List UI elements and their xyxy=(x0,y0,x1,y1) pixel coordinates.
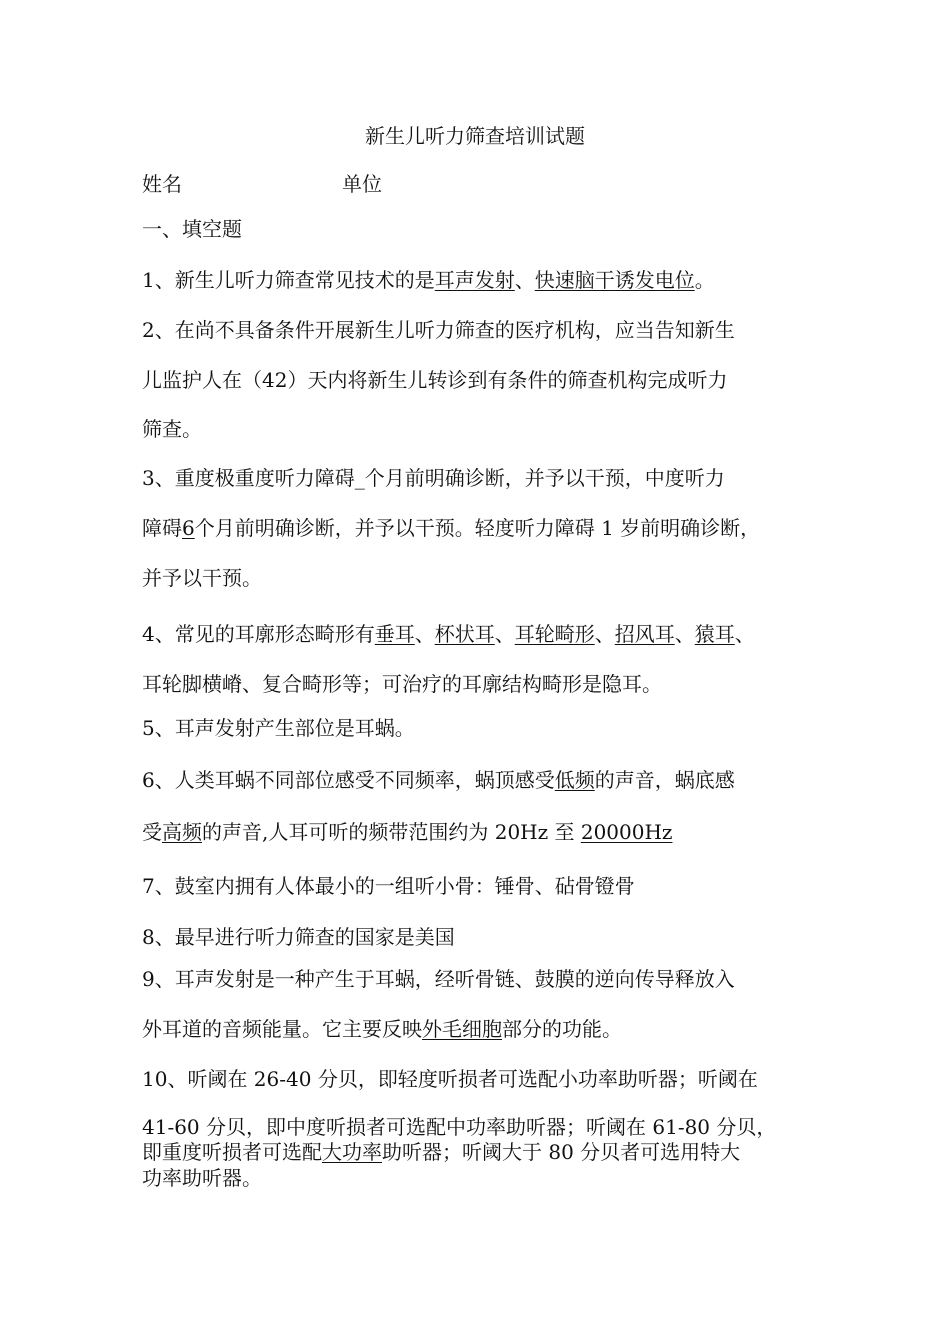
question-7: 7、鼓室内拥有人体最小的一组听小骨：锤骨、砧骨镫骨 xyxy=(142,874,635,898)
section-heading: 一、填空题 xyxy=(142,217,242,241)
question-3-line-2: 障碍6个月前明确诊断，并予以干预。轻度听力障碍 1 岁前明确诊断， xyxy=(142,516,761,540)
answer-blank: 大功率 xyxy=(322,1140,382,1164)
question-5: 5、耳声发射产生部位是耳蜗。 xyxy=(142,716,415,740)
answer-blank: 耳声发射 xyxy=(434,268,515,292)
question-3-line-1: 3、重度极重度听力障碍_个月前明确诊断，并予以干预，中度听力 xyxy=(142,466,725,490)
question-2-line-1: 2、在尚不具备条件开展新生儿听力筛查的医疗机构，应当告知新生 xyxy=(142,318,735,342)
answer-blank: 杯状耳 xyxy=(434,622,495,646)
answer-blank: 低频 xyxy=(554,768,595,792)
question-6-line-2: 受高频的声音,人耳可听的频带范围约为 20Hz 至 20000Hz xyxy=(142,820,673,844)
question-4-line-1: 4、常见的耳廓形态畸形有垂耳、杯状耳、耳轮畸形、招风耳、猿耳、 xyxy=(142,622,755,646)
question-10-line-2: 41-60 分贝，即中度听损者可选配中功率助听器；听阈在 61-80 分贝， xyxy=(142,1115,777,1139)
question-1: 1、新生儿听力筛查常见技术的是耳声发射、快速脑干诱发电位。 xyxy=(142,268,715,292)
answer-blank: 快速脑干诱发电位 xyxy=(534,268,695,292)
question-9-line-1: 9、耳声发射是一种产生于耳蜗，经听骨链、鼓膜的逆向传导释放入 xyxy=(142,967,735,991)
answer-blank: 外毛细胞 xyxy=(422,1017,502,1041)
answer-blank: 高频 xyxy=(162,820,202,844)
question-8: 8、最早进行听力筛查的国家是美国 xyxy=(142,925,455,949)
question-4-line-2: 耳轮脚横嵴、复合畸形等；可治疗的耳廓结构畸形是隐耳。 xyxy=(142,672,662,696)
question-10-line-1: 10、听阈在 26-40 分贝，即轻度听损者可选配小功率助听器；听阈在 xyxy=(142,1067,758,1091)
question-9-line-2: 外耳道的音频能量。它主要反映外毛细胞部分的功能。 xyxy=(142,1017,622,1041)
name-label: 姓名 xyxy=(142,172,182,196)
question-2-line-2: 儿监护人在（42）天内将新生儿转诊到有条件的筛查机构完成听力 xyxy=(142,368,728,392)
question-2-line-3: 筛查。 xyxy=(142,417,202,441)
answer-blank: 20000Hz xyxy=(580,820,673,844)
answer-blank: 垂耳 xyxy=(374,622,415,646)
question-10-line-3: 即重度听损者可选配大功率助听器；听阈大于 80 分贝者可选用特大 xyxy=(142,1140,741,1164)
answer-blank: 6 xyxy=(182,516,195,540)
question-10-line-4: 功率助听器。 xyxy=(142,1166,262,1190)
answer-blank: 耳轮畸形 xyxy=(514,622,595,646)
question-6-line-1: 6、人类耳蜗不同部位感受不同频率，蜗顶感受低频的声音，蜗底感 xyxy=(142,768,735,792)
unit-label: 单位 xyxy=(342,172,382,196)
answer-blank: 猿耳 xyxy=(694,622,735,646)
document-title: 新生儿听力筛查培训试题 xyxy=(365,124,585,148)
answer-blank: 招风耳 xyxy=(614,622,675,646)
question-3-line-3: 并予以干预。 xyxy=(142,566,262,590)
